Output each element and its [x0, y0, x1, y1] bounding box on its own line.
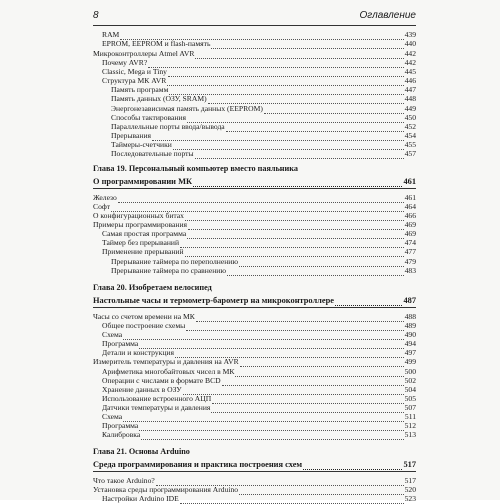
chapter-section-title: О программировании МК — [93, 177, 193, 186]
toc-entry-page: 466 — [404, 211, 416, 220]
toc-entry-title: Операции с числами в формате BCD — [102, 376, 221, 385]
toc-entry-title: Прерывания — [111, 131, 152, 140]
toc-entry-title: Прерывание таймера по сравнению — [111, 266, 227, 275]
toc-entry-page: 513 — [404, 430, 416, 439]
chapter-title: Глава 20. Изобретаем велосипед — [93, 283, 212, 292]
toc-entry-title: Детали и конструкция — [102, 348, 174, 357]
chapter-section — [93, 176, 416, 187]
toc-entry — [102, 39, 416, 49]
toc-entry-page: 502 — [404, 376, 416, 385]
toc-entry-title: RAM — [102, 30, 120, 39]
toc-entry-page: 483 — [404, 266, 416, 275]
chapter-section-page: 517 — [403, 460, 416, 469]
toc-leader — [208, 96, 404, 104]
chapter-section-title: Настольные часы и термометр-барометр на микроконтроллере — [93, 296, 334, 305]
toc-entry-page: 507 — [404, 403, 416, 412]
toc-entry-page: 450 — [404, 113, 416, 122]
toc-entry-title: Использование встроенного АЦП — [102, 394, 212, 403]
toc-entry-page: 440 — [404, 39, 416, 48]
toc-entry-title: Способы тактирования — [111, 113, 186, 122]
toc-entry-title: Classic, Mega и Tiny — [102, 67, 167, 76]
toc-leader — [193, 178, 402, 187]
toc-entry-page: 499 — [404, 357, 416, 366]
toc-entry-page: 445 — [404, 67, 416, 76]
toc-entry-title: Настройки Arduino IDE — [102, 494, 179, 503]
toc-entry-title: Применение прерываний — [102, 247, 184, 256]
toc-leader — [141, 432, 403, 440]
toc-entry-page: 457 — [404, 149, 416, 158]
toc-entry-title: Железо — [93, 193, 117, 202]
toc-leader — [185, 249, 404, 257]
toc-entry-title: Энергонезависимая память данных (EEPROM) — [111, 104, 263, 113]
page-number: 8 — [93, 10, 99, 21]
toc-entry-page: 448 — [404, 94, 416, 103]
chapter-section — [93, 459, 416, 470]
toc-entry-page: 439 — [404, 30, 416, 39]
toc-entry-page: 477 — [404, 247, 416, 256]
toc-entry-page: 449 — [404, 104, 416, 113]
toc-entry-page: 494 — [404, 339, 416, 348]
toc-entry-title: Микроконтроллеры Atmel AVR — [93, 49, 195, 58]
toc-entry-title: Измеритель температуры и давления на AVR — [93, 357, 239, 366]
chapter-section-page: 487 — [403, 296, 416, 305]
toc-entry-title: Часы со счетом времени на МК — [93, 312, 195, 321]
toc-entry-page: 455 — [404, 140, 416, 149]
toc-entry-page: 520 — [404, 485, 416, 494]
toc-entry-title: Софт — [93, 202, 111, 211]
toc-entry-title: Программа — [102, 339, 139, 348]
toc-entry-page: 511 — [404, 412, 416, 421]
toc-entry-title: Установка среды программирования Arduino — [93, 485, 239, 494]
toc-entry-page: 452 — [404, 122, 416, 131]
toc-entry-title: Память программ — [111, 85, 169, 94]
toc-entry-title: Хранение данных в ОЗУ — [102, 385, 182, 394]
toc-entry-page: 469 — [404, 229, 416, 238]
toc-entry-title: Программа — [102, 421, 139, 430]
toc-leader — [303, 461, 402, 470]
toc-leader — [195, 151, 404, 159]
chapter-title: Глава 19. Персональный компьютер вместо паяльника — [93, 164, 298, 173]
toc-entry-title: Арифметика многобайтовых чисел в МК — [102, 367, 235, 376]
chapter-title: Глава 21. Основы Arduino — [93, 447, 190, 456]
toc-leader — [180, 496, 404, 504]
toc-leader — [211, 41, 403, 49]
chapter-rule — [93, 188, 416, 189]
toc-entry-title: О конфигурационных битах — [93, 211, 184, 220]
toc-entry — [102, 247, 416, 257]
toc-entry-page: 442 — [404, 49, 416, 58]
toc-entry-title: Датчики температуры и давления — [102, 403, 211, 412]
toc-entry-page: 512 — [404, 421, 416, 430]
toc-entry-title: Схема — [102, 412, 123, 421]
toc-entry-title: Калибровка — [102, 430, 141, 439]
toc-entry-page: 469 — [404, 220, 416, 229]
toc-entry — [111, 266, 416, 276]
toc-entry-page: 523 — [404, 494, 416, 503]
toc-entry — [93, 357, 416, 367]
toc-entry-page: 497 — [404, 348, 416, 357]
toc-entry-title: Что такое Arduino? — [93, 476, 155, 485]
toc-entry — [102, 430, 416, 440]
toc-leader — [240, 359, 404, 367]
toc-entry-page: 490 — [404, 330, 416, 339]
toc-entry-page: 447 — [404, 85, 416, 94]
toc-entry-page: 500 — [404, 367, 416, 376]
toc-entry-title: Параллельные порты ввода/вывода — [111, 122, 225, 131]
chapter-section-page: 461 — [403, 177, 416, 186]
page-header — [93, 7, 416, 26]
toc-entry-title: Общее построение схемы — [102, 321, 186, 330]
toc-entry-title: Память данных (ОЗУ, SRAM) — [111, 94, 207, 103]
toc-entry-title: Структура МК AVR — [102, 76, 167, 85]
chapter-rule — [93, 471, 416, 472]
toc-entry-page: 479 — [404, 257, 416, 266]
toc-entry — [111, 149, 416, 159]
toc-entry-page: 446 — [404, 76, 416, 85]
toc-leader — [227, 268, 404, 276]
chapter-section-title: Среда программирования и практика построения схем — [93, 460, 303, 469]
toc-entry-title: EPROM, EEPROM и flash-память — [102, 39, 211, 48]
toc-entry-title: Таймер без прерываний — [102, 238, 180, 247]
chapter-rule — [93, 307, 416, 308]
toc-entry-page: 454 — [404, 131, 416, 140]
toc-entry-title: Самая простая программа — [102, 229, 187, 238]
toc-entry-title: Последовательные порты — [111, 149, 194, 158]
toc-entry-title: Почему AVR? — [102, 58, 148, 67]
toc-entry-page: 442 — [404, 58, 416, 67]
header-title: Оглавление — [359, 10, 416, 21]
toc-entry-title: Таймеры-счетчики — [111, 140, 172, 149]
toc-entry-title: Схема — [102, 330, 123, 339]
toc-entry-title: Примеры программирования — [93, 220, 188, 229]
toc-entry — [102, 494, 416, 504]
toc-entry-page: 505 — [404, 394, 416, 403]
toc-entry-page: 504 — [404, 385, 416, 394]
toc-entry-page: 464 — [404, 202, 416, 211]
toc-entry-page: 488 — [404, 312, 416, 321]
toc-entry-page: 474 — [404, 238, 416, 247]
toc-entry-page: 461 — [404, 193, 416, 202]
toc-entry-page: 489 — [404, 321, 416, 330]
toc-entry-title: Прерывание таймера по переполнению — [111, 257, 239, 266]
toc-entry — [111, 94, 416, 104]
toc-leader — [335, 297, 402, 306]
chapter-section — [93, 295, 416, 306]
toc-entry-page: 517 — [404, 476, 416, 485]
